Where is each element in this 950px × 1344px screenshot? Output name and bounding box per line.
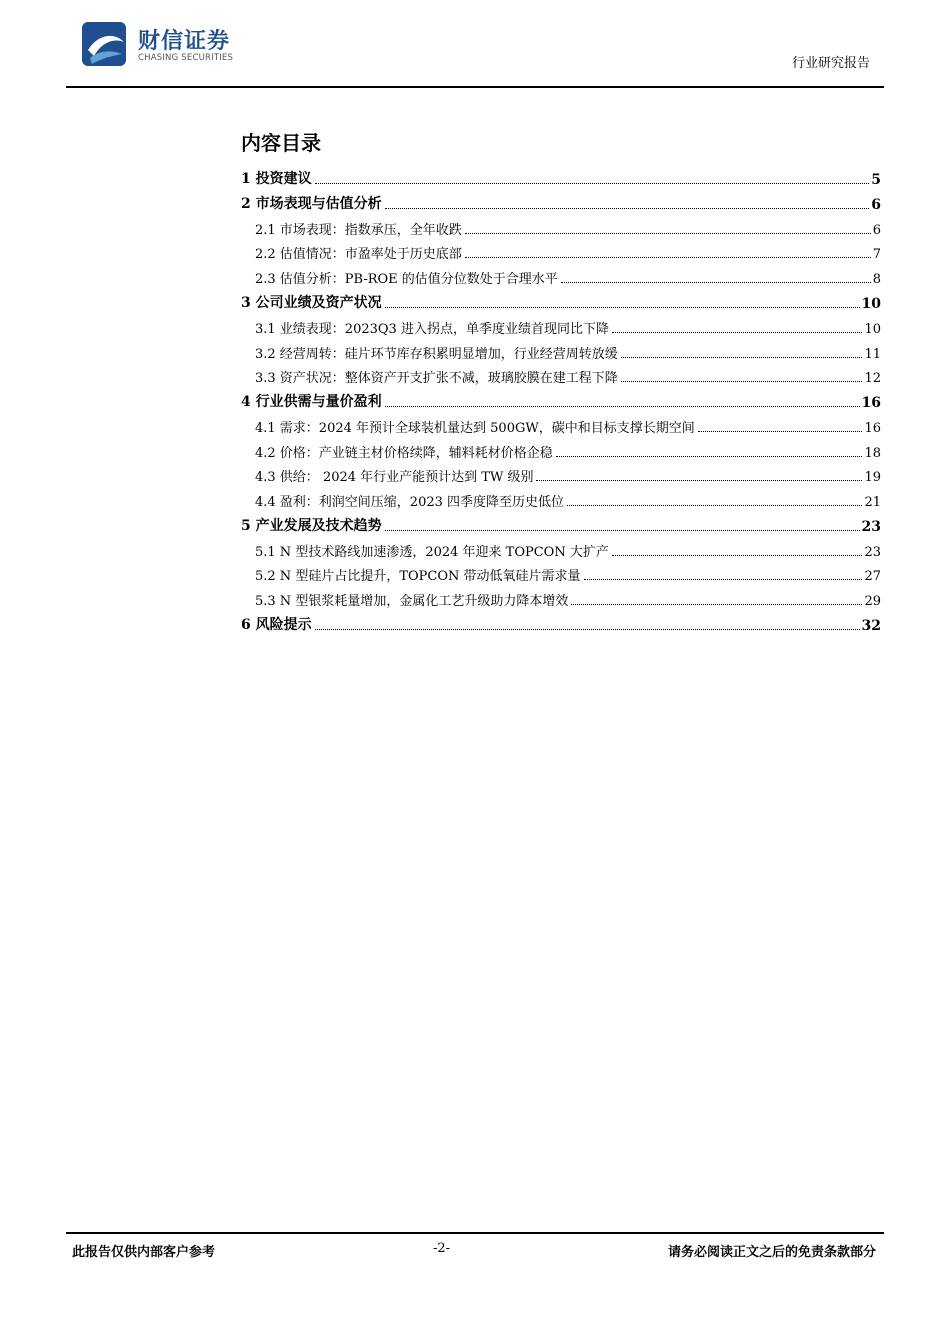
company-logo — [80, 20, 260, 70]
toc-entry-page: 10 — [861, 296, 881, 312]
toc-entry[interactable] — [241, 391, 881, 411]
toc-entry-page: 16 — [864, 421, 881, 436]
toc-entry-label: 3.3 资产状况：整体资产开支扩张不减，玻璃胶膜在建工程下降 — [255, 371, 618, 386]
toc-entry[interactable] — [241, 366, 881, 386]
toc-leader — [698, 431, 863, 432]
toc-leader — [465, 233, 871, 234]
toc-entry-page: 23 — [861, 519, 881, 535]
toc-entry-page: 23 — [864, 545, 881, 560]
toc-entry[interactable] — [241, 416, 881, 436]
toc-entry-page: 18 — [864, 446, 881, 461]
toc-entry-page: 21 — [864, 495, 881, 510]
toc-leader — [567, 505, 862, 506]
toc-entry-label: 4.3 供给： 2024 年行业产能预计达到 TW 级别 — [255, 470, 534, 485]
toc-entry[interactable] — [241, 342, 881, 362]
toc-entry-label: 4 行业供需与量价盈利 — [241, 394, 382, 410]
toc-entry-label: 2.2 估值情况：市盈率处于历史底部 — [255, 247, 462, 262]
report-type-label: 行业研究报告 — [791, 56, 870, 71]
toc-entry[interactable] — [241, 540, 881, 560]
toc-leader — [385, 208, 870, 209]
toc-leader — [465, 257, 871, 258]
toc-leader — [315, 183, 870, 184]
toc-entry[interactable] — [241, 292, 881, 312]
toc-entry[interactable] — [241, 589, 881, 609]
toc-entry-label: 3.1 业绩表现：2023Q3 进入拐点，单季度业绩首现同比下降 — [255, 322, 609, 337]
page-header — [66, 18, 884, 86]
toc-entry-page: 6 — [872, 223, 881, 238]
toc-entry[interactable] — [241, 564, 881, 584]
toc-leader — [315, 629, 860, 630]
toc-leader — [561, 282, 871, 283]
toc-entry-page: 11 — [864, 347, 881, 362]
toc-entry-page: 19 — [864, 470, 881, 485]
toc-entry[interactable] — [241, 490, 881, 510]
toc-leader — [621, 381, 863, 382]
toc-entry-page: 32 — [861, 618, 881, 634]
toc-leader — [584, 579, 863, 580]
toc-leader — [612, 555, 863, 556]
page-number: -2- — [433, 1241, 451, 1256]
toc-entry-page: 6 — [871, 197, 881, 213]
toc-entry[interactable] — [241, 614, 881, 634]
toc-title: 内容目录 — [241, 131, 321, 155]
toc-entry[interactable] — [241, 168, 881, 188]
toc-entry[interactable] — [241, 317, 881, 337]
toc-entry-label: 4.4 盈利：利润空间压缩，2023 四季度降至历史低位 — [255, 495, 565, 510]
footer-divider — [66, 1232, 884, 1234]
toc-entry-page: 10 — [864, 322, 881, 337]
toc-entry[interactable] — [241, 267, 881, 287]
toc-entry[interactable] — [241, 218, 881, 238]
footer-disclaimer-left: 此报告仅供内部客户参考 — [72, 1245, 216, 1260]
toc-entry-label: 5 产业发展及技术趋势 — [241, 518, 382, 534]
toc-leader — [536, 480, 862, 481]
logo-emblem-icon — [80, 20, 130, 68]
logo-english-name: CHASING SECURITIES — [138, 53, 234, 63]
toc-entry[interactable] — [241, 515, 881, 535]
toc-leader — [556, 456, 863, 457]
toc-leader — [621, 357, 863, 358]
toc-entry-label: 4.1 需求：2024 年预计全球装机量达到 500GW，碳中和目标支撑长期空间 — [255, 421, 695, 436]
toc-entry-label: 4.2 价格：产业链主材价格续降，辅料耗材价格企稳 — [255, 446, 553, 461]
toc-entry-page: 27 — [864, 569, 881, 584]
toc-entry-label: 1 投资建议 — [241, 171, 312, 187]
logo-chinese-name: 财信证券 — [138, 29, 231, 54]
toc-entry-page: 7 — [872, 247, 881, 262]
footer-disclaimer-right: 请务必阅读正文之后的免责条款部分 — [667, 1245, 876, 1260]
toc-entry-label: 5.1 N 型技术路线加速渗透，2024 年迎来 TOPCON 大扩产 — [255, 545, 609, 560]
toc-entry-page: 8 — [872, 272, 881, 287]
toc-entry-label: 2.3 估值分析：PB-ROE 的估值分位数处于合理水平 — [255, 272, 558, 287]
toc-entry-page: 29 — [864, 594, 881, 609]
toc-leader — [612, 332, 863, 333]
toc-entry[interactable] — [241, 242, 881, 262]
toc-entry-label: 6 风险提示 — [241, 617, 312, 633]
toc-entry-label: 2 市场表现与估值分析 — [241, 196, 382, 212]
toc-entry-page: 5 — [871, 172, 881, 188]
header-divider — [66, 86, 884, 88]
toc-entry-page: 12 — [864, 371, 881, 386]
toc-entry-page: 16 — [861, 395, 881, 411]
toc-leader — [385, 530, 860, 531]
toc-entry-label: 2.1 市场表现：指数承压，全年收跌 — [255, 223, 462, 238]
toc-entry[interactable] — [241, 441, 881, 461]
toc-entry[interactable] — [241, 465, 881, 485]
toc-entry-label: 5.2 N 型硅片占比提升，TOPCON 带动低氧硅片需求量 — [255, 569, 581, 584]
toc-leader — [385, 406, 860, 407]
toc-leader — [385, 307, 860, 308]
toc-leader — [571, 604, 862, 605]
toc-entry-label: 3.2 经营周转：硅片环节库存积累明显增加，行业经营周转放缓 — [255, 347, 618, 362]
toc-entry-label: 5.3 N 型银浆耗量增加，金属化工艺升级助力降本增效 — [255, 594, 569, 609]
toc-entry[interactable] — [241, 193, 881, 213]
toc-entry-label: 3 公司业绩及资产状况 — [241, 295, 382, 311]
